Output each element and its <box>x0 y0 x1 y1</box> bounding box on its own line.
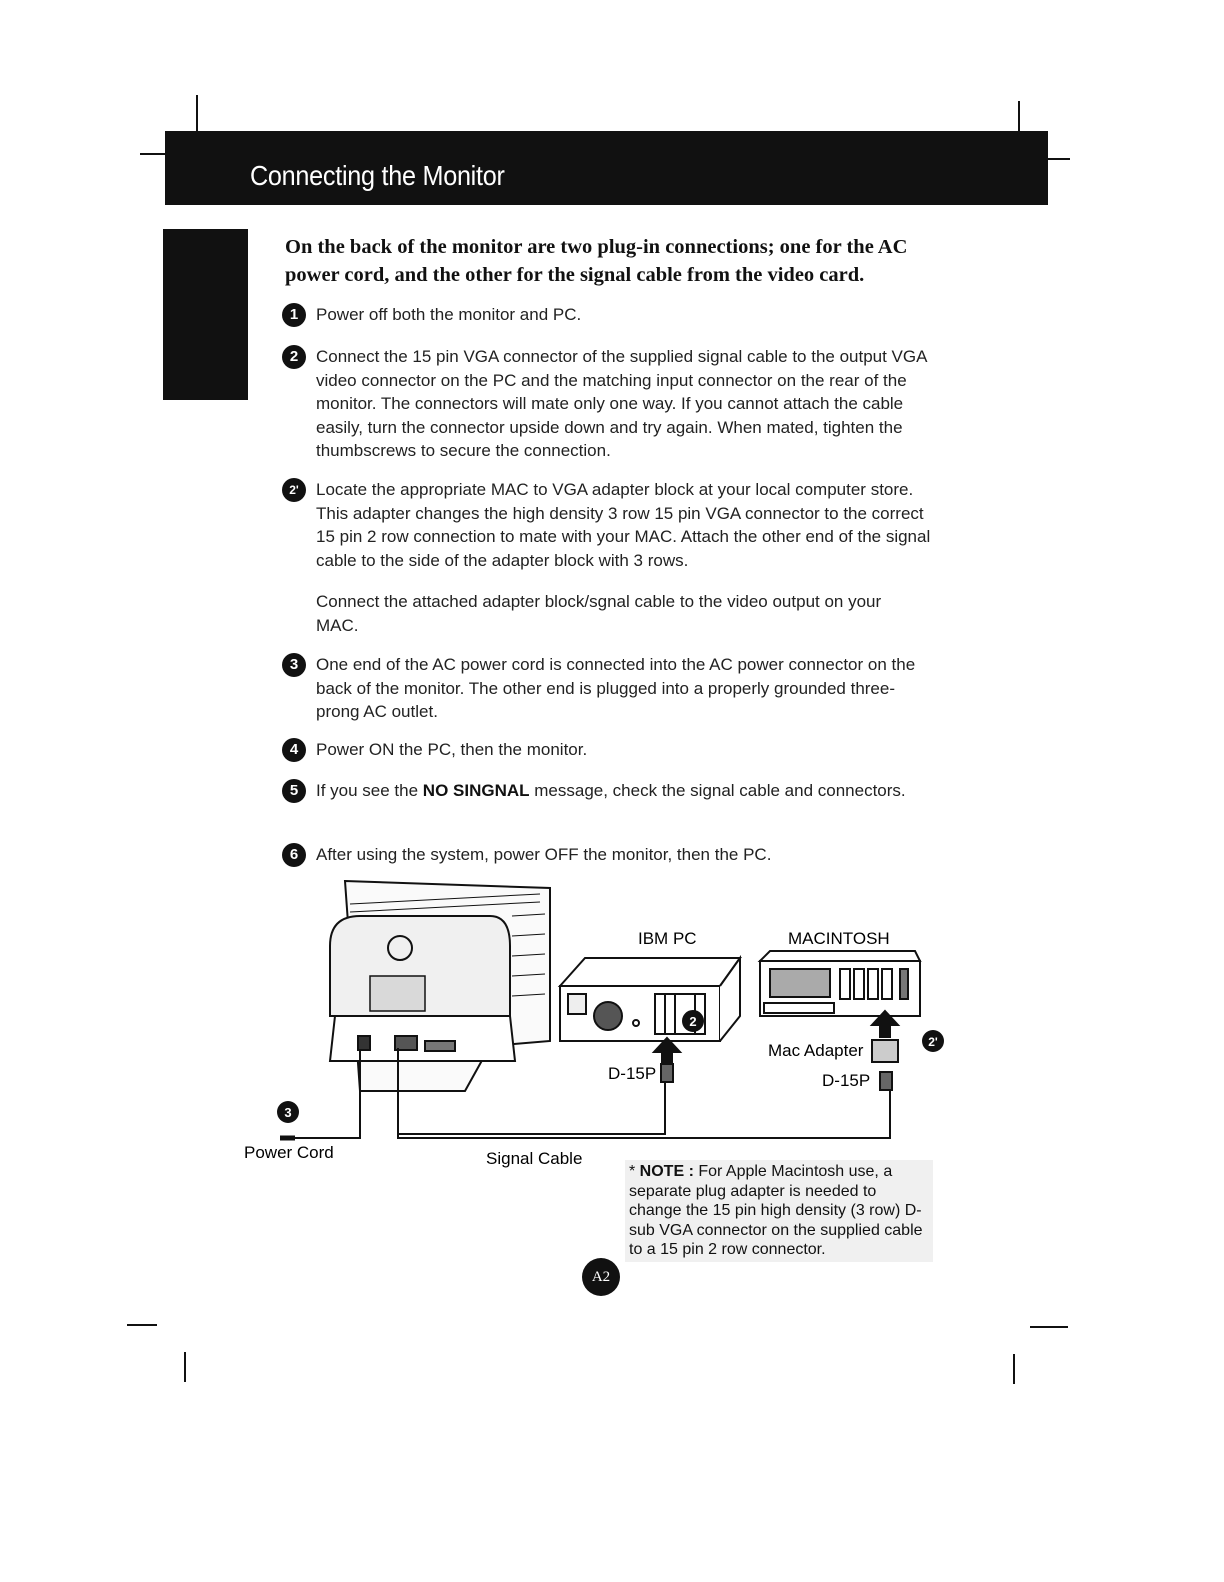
step-4 <box>282 738 932 762</box>
step-number-badge: 3 <box>282 653 306 677</box>
crop-mark <box>127 1324 157 1326</box>
step-text: Power ON the PC, then the monitor. <box>316 740 588 759</box>
step-number-badge: 6 <box>282 843 306 867</box>
step-text: Power off both the monitor and PC. <box>316 305 582 324</box>
monitor-illustration <box>330 881 550 1091</box>
step-5 <box>282 779 932 803</box>
step-text: Locate the appropriate MAC to VGA adapter block at your local computer store. This adapter changes the high density 3 row 15 pin VGA connector to the correct 15 pin 2 row connection to mate with your MAC. Attach the other end of the signal cable to the side of the adapter block with 3 rows. <box>316 480 931 570</box>
step-2-mac-extra: Connect the attached adapter block/sgnal cable to the video output on your MAC. <box>316 592 882 635</box>
step-text: One end of the AC power cord is connected into the AC power connector on the back of the monitor. The other end is plugged into a properly grounded three-prong AC outlet. <box>316 655 916 721</box>
step-1 <box>282 303 932 327</box>
page-number: A2 <box>582 1258 620 1296</box>
d15p-pc-label: D-15P <box>608 1064 657 1083</box>
crop-mark <box>1018 101 1020 131</box>
crop-mark <box>1013 1354 1015 1384</box>
mac-adapter-label: Mac Adapter <box>768 1041 864 1060</box>
crop-mark <box>140 153 166 155</box>
crop-mark <box>1048 158 1070 160</box>
step-text: After using the system, power OFF the monitor, then the PC. <box>316 845 772 864</box>
step-2 <box>282 345 932 463</box>
connection-diagram <box>240 876 960 1176</box>
callout-label: 3 <box>284 1105 292 1120</box>
intro-text: On the back of the monitor are two plug-in connections; one for the AC power cord, and the other for the signal cable from the video card. <box>285 236 908 286</box>
step-text: Connect the 15 pin VGA connector of the supplied signal cable to the output VGA video connector on the PC and the matching input connector on the rear of the monitor. The connectors will mate only one way. If you cannot attach the cable easily, turn the connector upside down and try again. When mated, tighten the thumbscrews to secure the connection. <box>316 347 927 460</box>
callout-label: 2' <box>928 1035 938 1049</box>
crop-mark <box>1030 1326 1068 1328</box>
step-number-badge: 1 <box>282 303 306 327</box>
step-3 <box>282 653 932 724</box>
d15p-mac-label: D-15P <box>822 1071 871 1090</box>
power-cord-label: Power Cord <box>244 1143 334 1162</box>
step-number-badge: 2 <box>282 345 306 369</box>
ibm-pc-illustration <box>560 958 740 1041</box>
step-number-badge: 4 <box>282 738 306 762</box>
step-2-mac <box>282 478 932 572</box>
note-label: NOTE : <box>639 1163 694 1180</box>
crop-mark <box>184 1352 186 1382</box>
step-text: If you see the NO SINGNAL message, check the signal cable and connectors. <box>316 781 906 800</box>
page-title: Connecting the Monitor <box>250 160 505 191</box>
signal-cable-label: Signal Cable <box>486 1149 583 1168</box>
step-number-badge: 5 <box>282 779 306 803</box>
crop-mark <box>196 95 198 131</box>
no-signal-label: NO SINGNAL <box>422 781 530 800</box>
ibm-pc-label: IBM PC <box>638 929 697 948</box>
macintosh-label: MACINTOSH <box>788 929 890 948</box>
step-6 <box>282 843 932 867</box>
side-tab <box>163 229 248 400</box>
callout-badge: 2 <box>689 1014 697 1029</box>
macintosh-illustration <box>760 951 920 1016</box>
step-number-badge: 2' <box>282 478 306 502</box>
note-box: * NOTE : For Apple Macintosh use, a separate plug adapter is needed to change the 15 pin high density (3 row) D-sub VGA connector on the supplied cable to a 15 pin 2 row connector. <box>625 1160 933 1262</box>
